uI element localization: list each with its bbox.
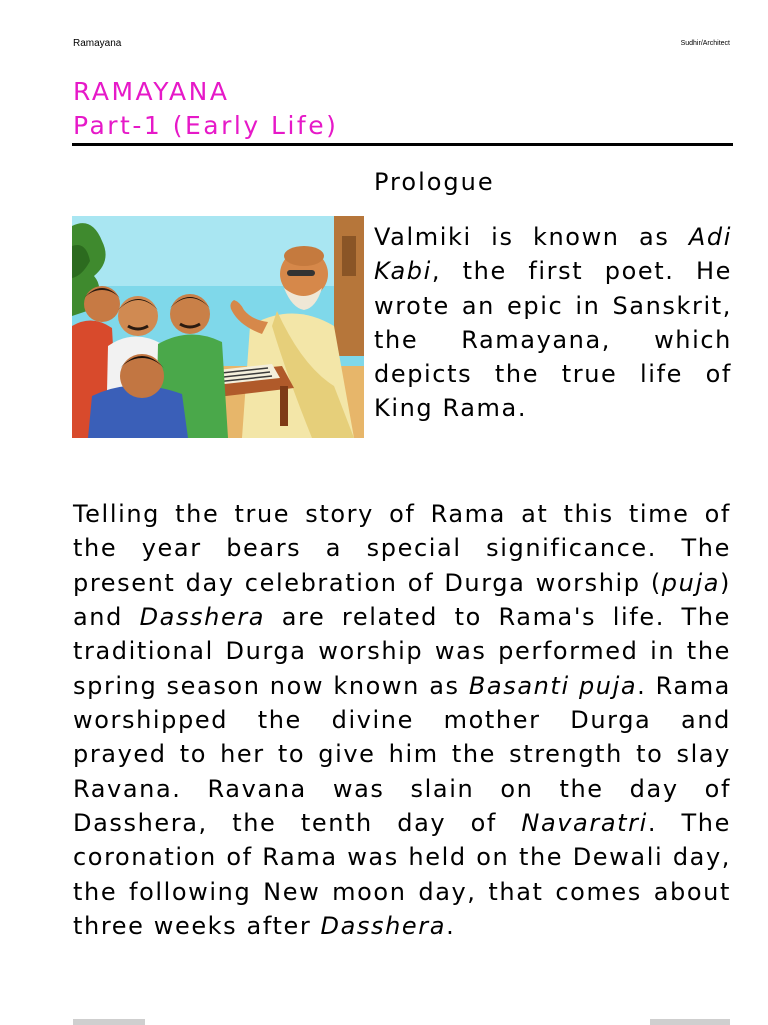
title-subtitle: Part-1 (Early Life) <box>73 111 339 140</box>
body-text: Telling the true story of Rama at this time of the year bears a special significance. The present day celebration of Durga worship ( <box>73 500 731 597</box>
body-emphasis: Basanti puja <box>468 671 638 700</box>
body-emphasis: Navaratri <box>521 809 648 838</box>
body-text: are related to Rama's life. The traditional Durga worship was performed in the spring season now known as <box>73 603 731 700</box>
document-title <box>73 75 338 143</box>
body-text: . <box>446 912 456 941</box>
section-heading-prologue: Prologue <box>374 168 495 196</box>
body-emphasis: Dasshera <box>320 912 447 941</box>
body-text: . Rama worshipped the divine mother Durga and prayed to her to give him the strength to slay Ravana. Ravana was slain on the day of Dasshera, the tenth day of <box>73 671 731 838</box>
intro-paragraph <box>374 220 732 426</box>
title-divider <box>72 143 733 146</box>
body-paragraph <box>73 497 731 943</box>
body-emphasis: puja <box>661 568 721 597</box>
header-doc-title: Ramayana <box>73 38 122 49</box>
body-emphasis: Dasshera <box>139 603 266 632</box>
intro-emphasis: Adi Kabi <box>374 223 732 286</box>
body-text: . The coronation of Rama was held on the Dewali day, the following New moon day, that comes about three weeks after <box>73 809 731 941</box>
title-main: RAMAYANA <box>73 77 230 106</box>
intro-text: , the first poet. He wrote an epic in Sanskrit, the Ramayana, which depicts the true life of King Rama. <box>374 257 732 423</box>
footer-left-cutoff <box>73 1019 145 1025</box>
body-text: ) and <box>73 568 731 632</box>
header-author: Sudhir/Architect <box>680 40 730 47</box>
running-header <box>73 38 730 52</box>
valmiki-illustration <box>72 216 364 438</box>
footer-right-cutoff <box>650 1019 730 1025</box>
intro-text: Valmiki is known as <box>374 223 689 251</box>
